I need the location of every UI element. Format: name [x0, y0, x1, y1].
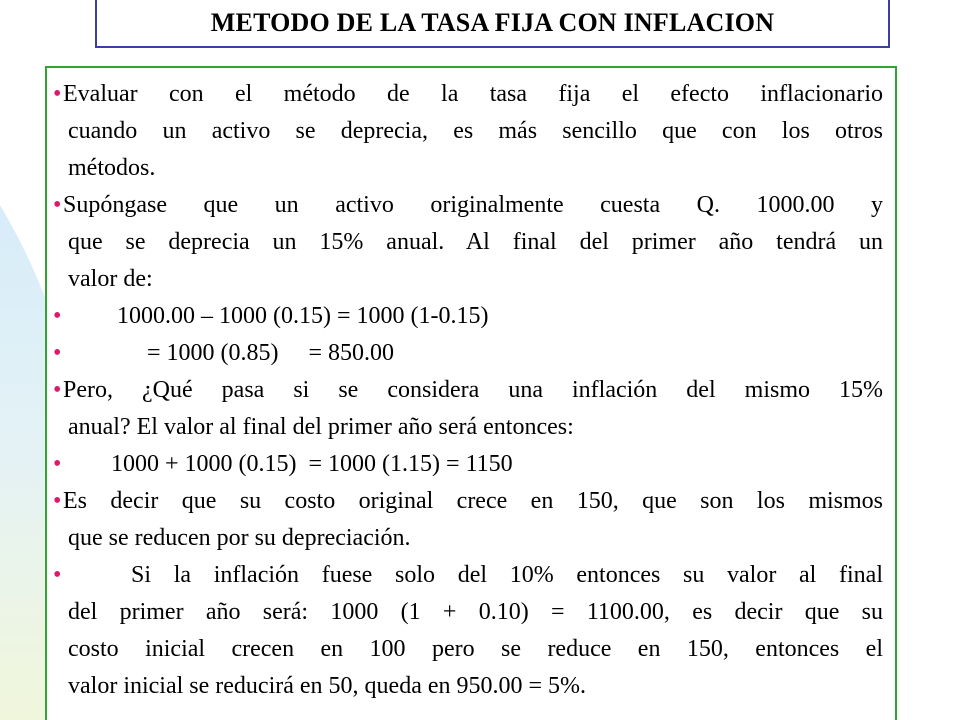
bullet-icon: •: [53, 81, 62, 107]
bullet-paragraph: [53, 187, 883, 298]
text-line: Supóngase que un activo originalmente cuesta Q. 1000.00 y: [63, 192, 883, 218]
bullet-icon: •: [53, 340, 62, 366]
text-line: valor inicial se reducirá en 50, queda en 950.00 = 5%.: [68, 673, 587, 699]
bullet-paragraph: [53, 557, 883, 705]
text-line: que se deprecia un 15% anual. Al final del primer año tendrá un: [68, 229, 883, 255]
text-line: Evaluar con el método de la tasa fija el efecto inflacionario: [63, 81, 883, 107]
text-line: Es decir que su costo original crece en 150, que son los mismos: [63, 488, 883, 514]
formula-line: [53, 335, 883, 372]
text-line: valor de:: [68, 266, 153, 292]
text-line: 1000 + 1000 (0.15) = 1000 (1.15) = 1150: [63, 451, 513, 477]
formula-line: [53, 446, 883, 483]
text-line: Si la inflación fuese solo del 10% entonces su valor al final: [63, 562, 883, 588]
text-line: Pero, ¿Qué pasa si se considera una inflación del mismo 15%: [63, 377, 883, 403]
title-box: [95, 0, 890, 48]
text-line: que se reducen por su depreciación.: [68, 525, 411, 551]
bullet-icon: •: [53, 377, 62, 403]
bullet-icon: •: [53, 488, 62, 514]
formula-line: [53, 298, 883, 335]
page-title: METODO DE LA TASA FIJA CON INFLACION: [210, 8, 775, 37]
bullet-paragraph: [53, 483, 883, 557]
bullet-icon: •: [53, 192, 62, 218]
bullet-paragraph: [53, 76, 883, 187]
bullet-icon: •: [53, 303, 62, 329]
text-line: del primer año será: 1000 (1 + 0.10) = 1100.00, es decir que su: [68, 599, 883, 625]
text-line: cuando un activo se deprecia, es más sencillo que con los otros: [68, 118, 883, 144]
text-line: 1000.00 – 1000 (0.15) = 1000 (1-0.15): [63, 303, 489, 329]
text-line: costo inicial crecen en 100 pero se reduce en 150, entonces el: [68, 636, 883, 662]
text-line: métodos.: [68, 155, 156, 181]
bullet-icon: •: [53, 562, 62, 588]
bullet-paragraph: [53, 372, 883, 446]
bullet-icon: •: [53, 451, 62, 477]
text-line: = 1000 (0.85) = 850.00: [63, 340, 395, 366]
content-box: [45, 66, 897, 720]
text-line: anual? El valor al final del primer año será entonces:: [68, 414, 574, 440]
